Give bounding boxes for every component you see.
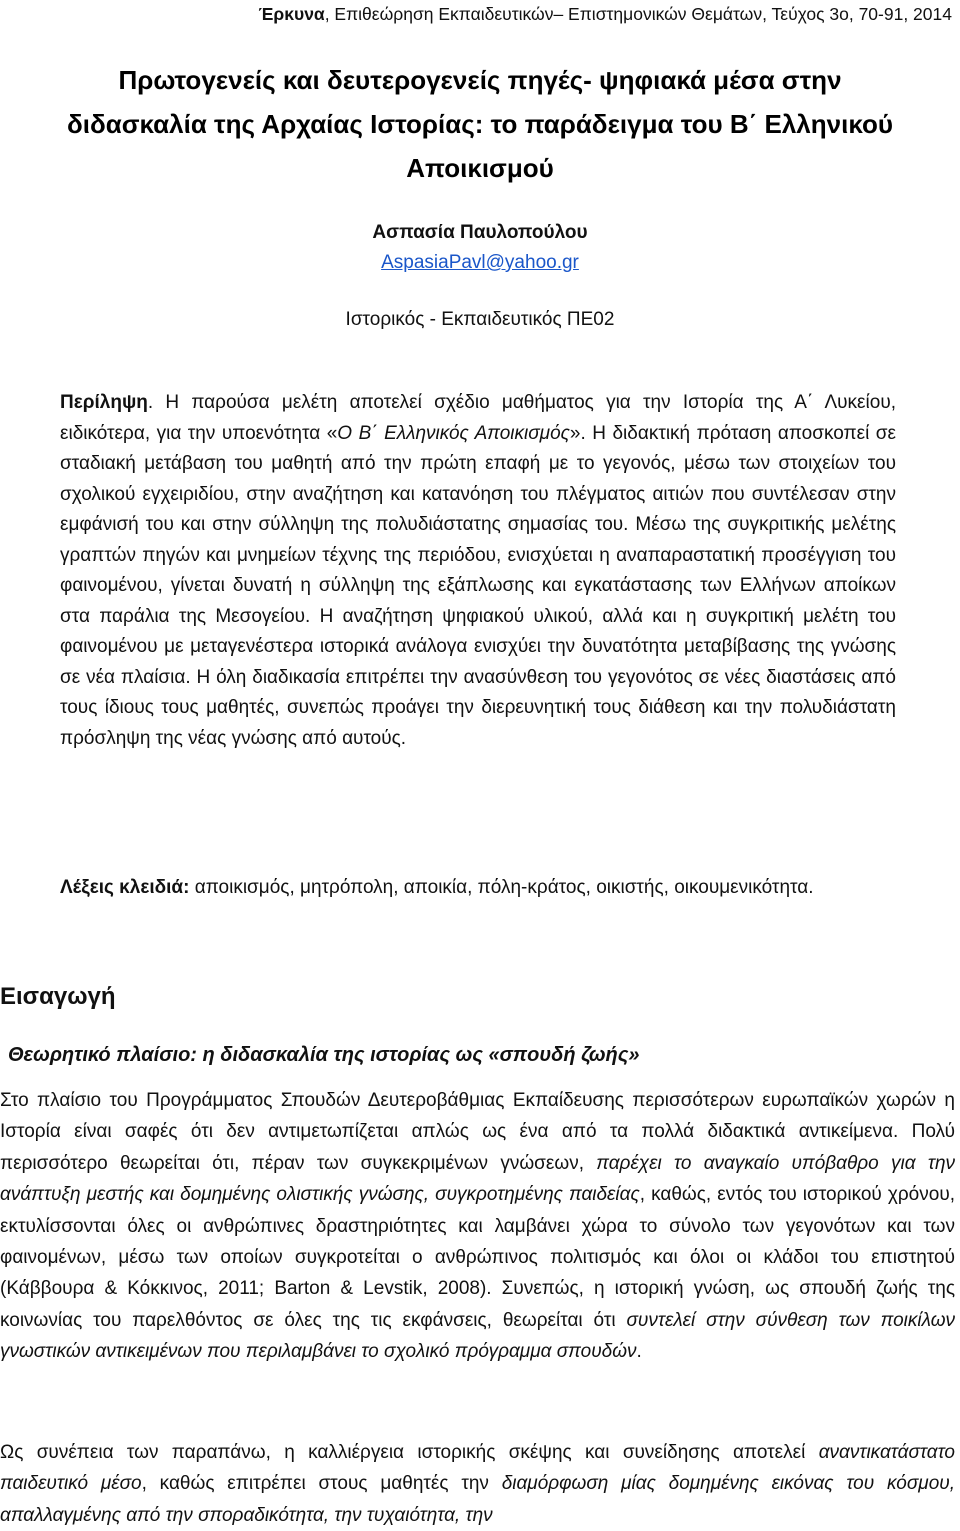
p1-text-c: , καθώς, εντός του ιστορικού χρόνου, εκτυλίσσονται όλες οι ανθρώπινες δραστηριότητες και λαμβάνει χώρα το σύνολο των γεγονότων και των φαινομένων, μέσω των οποίων συγκροτείται ο ανθρώπινος πολιτισμός και όλοι οι κλάδοι του επιστητού (Κάββουρα & Κόκκινος, 2011; Barton & Levstik, 2008). Συνεπώς, η ιστορική γνώση, ως σπουδή ζωής της κοινωνίας του παρελθόντος σε όλες της τις εκφάνσεις, θεωρείται ότι (0, 1184, 955, 1331)
p1-text-e: . (636, 1341, 642, 1363)
title-line-3: Αποικισμού (406, 153, 554, 183)
author-role: Ιστορικός - Εκπαιδευτικός ΠΕ02 (345, 309, 615, 330)
running-header (259, 2, 953, 26)
journal-details: , Επιθεώρηση Εκπαιδευτικών– Επιστημονικών Θεμάτων, Τεύχος 3ο, 70-91, 2014 (324, 4, 952, 24)
p1-text-a: Στο πλαίσιο του Προγράμματος Σπουδών Δευτεροβάθμιας Εκπαίδευσης περισσότερων ευρωπαϊκών χωρών η Ιστορία είναι σαφές ότι δεν αντιμετωπίζεται απλώς ως ένα από τα πολλά διδακτικά αντικείμενα. Πολύ περισσότερο θεωρείται ότι, πέραν των συγκεκριμένων γνώσεων, (0, 1090, 955, 1174)
abstract-text-italic: Ο Β΄ Ελληνικός Αποικισμός (337, 422, 570, 444)
article-title (0, 58, 960, 190)
keywords (60, 873, 896, 903)
p2-text-a: Ως συνέπεια των παραπάνω, η καλλιέργεια ιστορικής σκέψης και συνείδησης αποτελεί (0, 1442, 819, 1463)
author-email-link[interactable]: AspasiaPavl@yahoo.gr (381, 252, 579, 273)
subsection-heading: Θεωρητικό πλαίσιο: η διδασκαλία της ιστορίας ως «σπουδή ζωής» (8, 1044, 640, 1066)
p1-text-d-italic: συντελεί στην σύνθεση των ποικίλων γνωστικών αντικειμένων που περιλαμβάνει το σχολικό πρόγραμμα σπουδών (0, 1309, 955, 1363)
keywords-label: Λέξεις κλειδιά: (60, 877, 190, 898)
p2-text-c: , καθώς επιτρέπει στους μαθητές την (141, 1473, 502, 1495)
p2-text-d-italic: διαμόρφωση μίας δομημένης εικόνας του κόσμου, απαλλαγμένης από την σποραδικότητα, την τυχαιότητα, την (0, 1473, 955, 1526)
author-name: Ασπασία Παυλοπούλου (372, 222, 588, 243)
body-paragraph-2 (0, 1437, 955, 1531)
title-line-1: Πρωτογενείς και δευτερογενείς πηγές- ψηφιακά μέσα στην (118, 65, 842, 95)
p2-text-b-italic: αναντικατάστατο παιδευτικό μέσο (0, 1442, 955, 1495)
p1-text-b-italic: παρέχει το αναγκαίο υπόβαθρο για την ανάπτυξη μεστής και δομημένης ολιστικής γνώσης, συγκροτημένης παιδείας (0, 1152, 956, 1206)
abstract-label: Περίληψη (60, 392, 148, 413)
keywords-text: αποικισμός, μητρόπολη, αποικία, πόλη-κράτος, οικιστής, οικουμενικότητα. (189, 877, 814, 898)
abstract-text-1: . Η παρούσα μελέτη αποτελεί σχέδιο μαθήματος για την Ιστορία της Α΄ Λυκείου, ειδικότερα, για την υποενότητα « (60, 392, 896, 444)
abstract (60, 388, 896, 754)
body-paragraph-1 (0, 1085, 955, 1368)
abstract-text-2: ». Η διδακτική πρόταση αποσκοπεί σε σταδιακή μετάβαση του μαθητή από την πρώτη επαφή με το γεγονός, μέσω των στοιχείων του σχολικού εγχειριδίου, στην αναζήτηση και κατανόηση του πλέγματος αιτιών που συντέλεσαν στην εμφάνισή του και στην σύλληψη της πολυδιάστατης σημασίας του. Μέσω της συγκριτικής μελέτης γραπτών πηγών και μνημείων τέχνης της περιόδου, ενισχύεται η αναπαραστατική προσέγγιση του φαινομένου, γίνεται δυνατή η σύλληψη της εξάπλωσης και εγκατάστασης των Ελλήνων αποίκων στα παράλια της Μεσογείου. Η αναζήτηση ψηφιακού υλικού, αλλά και η συγκριτική μελέτη του φαινομένου με μεταγενέστερα ιστορικά ανάλογα ενισχύει την δυνατότητα μεταβίβασης της γνώσης σε νέα πλαίσια. Η όλη διαδικασία επιτρέπει την ανασύνθεση του γεγονότος σε νέες διαστάσεις από τους ίδιους τους μαθητές, συνεπώς προάγει την διερευνητική τους διάθεση και την πολυδιάστατη πρόσληψη της νέας γνώσης από αυτούς. (60, 422, 897, 749)
journal-name: Έρκυνα (258, 4, 325, 24)
section-heading: Εισαγωγή (0, 983, 116, 1010)
title-line-2: διδασκαλία της Αρχαίας Ιστορίας: το παράδειγμα του Β΄ Ελληνικού (67, 109, 893, 139)
